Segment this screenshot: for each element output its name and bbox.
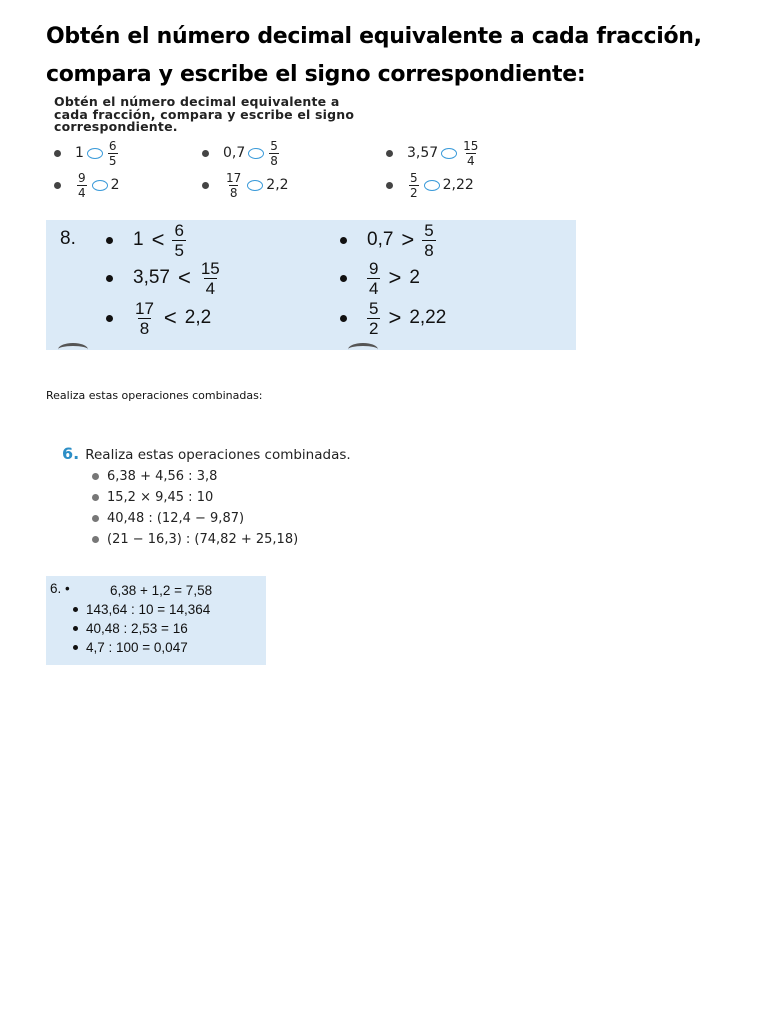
operation-item xyxy=(62,508,462,529)
numerator: 9 xyxy=(369,258,379,278)
numerator: 6 xyxy=(174,220,184,240)
comparison-item xyxy=(386,170,474,200)
statement-line: Obtén el número decimal equivalente a xyxy=(54,94,340,109)
bullet-icon xyxy=(386,150,393,157)
bullet-icon xyxy=(92,515,99,522)
comparison-item xyxy=(54,170,120,200)
fraction xyxy=(367,260,380,297)
bullet-icon xyxy=(73,607,78,612)
solution-line xyxy=(73,600,210,619)
bullet-icon xyxy=(54,150,61,157)
numerator: 5 xyxy=(270,138,278,153)
denominator: 5 xyxy=(108,153,117,168)
answer-circle xyxy=(247,180,263,191)
heading-line-2: compara y escribe el signo correspondiente: xyxy=(46,62,586,87)
bullet-icon xyxy=(202,182,209,189)
operation-text: 15,2 × 9,45 : 10 xyxy=(107,490,214,505)
comparison-sign: > xyxy=(388,265,402,290)
left-value: 0,7 xyxy=(223,145,246,161)
fraction xyxy=(462,140,479,167)
denominator: 8 xyxy=(424,240,434,260)
operation-item xyxy=(62,487,462,508)
left-value: 3,57 xyxy=(407,145,439,161)
numerator: 17 xyxy=(135,298,154,318)
comparison-sign: > xyxy=(388,305,402,330)
left-value: 1 xyxy=(133,229,144,250)
solution-text: 40,48 : 2,53 = 16 xyxy=(86,621,188,636)
exercise-8-text xyxy=(54,96,564,134)
right-value: 2,2 xyxy=(184,307,212,328)
bullet-icon xyxy=(92,473,99,480)
solution-item xyxy=(106,300,211,336)
comparison-sign: < xyxy=(177,265,191,290)
fraction xyxy=(108,140,118,167)
right-value: 2 xyxy=(110,177,120,193)
comparison-item xyxy=(202,138,281,168)
fraction xyxy=(77,172,87,199)
fraction xyxy=(409,172,419,199)
fraction xyxy=(199,260,222,297)
cropped-mark xyxy=(348,343,378,350)
bullet-icon xyxy=(54,182,61,189)
exercise-6-statement xyxy=(62,444,462,554)
operation-text: 6,38 + 4,56 : 3,8 xyxy=(107,469,218,484)
comparison-sign: < xyxy=(163,305,177,330)
numerator: 5 xyxy=(424,220,434,240)
bullet-icon xyxy=(386,182,393,189)
fraction xyxy=(133,300,156,337)
left-value: 3,57 xyxy=(133,267,170,288)
solution-text: 6,38 + 1,2 = 7,58 xyxy=(110,583,213,598)
numerator: 5 xyxy=(369,298,379,318)
fraction xyxy=(225,172,242,199)
denominator: 8 xyxy=(270,153,278,168)
answer-circle xyxy=(87,148,103,159)
solution-item xyxy=(106,222,186,258)
fraction xyxy=(422,222,435,259)
solution-number: 8. xyxy=(60,228,76,249)
comparison-item xyxy=(54,138,120,168)
numerator: 9 xyxy=(78,170,86,185)
solution-text: 4,7 : 100 = 0,047 xyxy=(86,640,188,655)
denominator: 4 xyxy=(369,278,379,298)
fraction xyxy=(269,140,279,167)
denominator: 2 xyxy=(410,185,418,200)
numerator: 17 xyxy=(226,170,242,185)
exercise-8-solution xyxy=(46,220,576,350)
page-heading xyxy=(46,18,746,94)
right-value: 2,22 xyxy=(442,177,474,193)
denominator: 8 xyxy=(229,185,238,200)
operation-item xyxy=(62,529,462,550)
solution-item xyxy=(340,260,420,296)
fraction xyxy=(367,300,380,337)
exercise-title-text: Realiza estas operaciones combinadas. xyxy=(85,447,351,463)
answer-circle xyxy=(424,180,440,191)
statement-line: cada fracción, compara y escribe el signo xyxy=(54,106,355,122)
denominator: 4 xyxy=(78,185,86,200)
denominator: 4 xyxy=(205,278,216,298)
exercise-number: 6. xyxy=(62,444,80,463)
denominator: 4 xyxy=(466,153,475,168)
bullet-icon xyxy=(202,150,209,157)
right-value: 2,2 xyxy=(266,177,289,193)
solution-number: 6. • xyxy=(50,581,70,596)
bullet-icon xyxy=(340,315,347,322)
numerator: 5 xyxy=(410,170,418,185)
operation-text: (21 − 16,3) : (74,82 + 25,18) xyxy=(107,532,299,547)
left-value: 0,7 xyxy=(367,229,394,250)
bullet-icon xyxy=(73,626,78,631)
numerator: 15 xyxy=(200,258,220,278)
operation-text: 40,48 : (12,4 − 9,87) xyxy=(107,511,245,526)
comparison-item xyxy=(386,138,481,168)
denominator: 5 xyxy=(174,240,184,260)
exercise-6-title xyxy=(62,444,462,466)
comparison-sign: < xyxy=(151,227,165,252)
bullet-icon xyxy=(340,237,347,244)
numerator: 15 xyxy=(463,138,479,153)
bullet-icon xyxy=(106,237,113,244)
exercise-8-row-2 xyxy=(54,170,564,200)
solution-line xyxy=(110,581,212,600)
exercise-6-solution xyxy=(46,576,266,665)
solution-item xyxy=(340,222,436,258)
bullet-icon xyxy=(106,315,113,322)
operation-item xyxy=(62,466,462,487)
bullet-icon xyxy=(106,275,113,282)
statement-line: correspondiente. xyxy=(54,119,178,134)
exercise-8-statement xyxy=(54,96,564,208)
numerator: 6 xyxy=(108,138,117,153)
bullet-icon xyxy=(340,275,347,282)
bullet-icon xyxy=(92,494,99,501)
exercise-8-row-1 xyxy=(54,138,564,168)
solution-text: 143,64 : 10 = 14,364 xyxy=(86,602,211,617)
fraction xyxy=(172,222,185,259)
solution-line xyxy=(73,619,188,638)
denominator: 2 xyxy=(369,318,379,338)
heading-line-1: Obtén el número decimal equivalente a cada fracción, xyxy=(46,24,702,49)
denominator: 8 xyxy=(139,318,150,338)
comparison-item xyxy=(202,170,289,200)
right-value: 2 xyxy=(409,267,420,288)
solution-line xyxy=(73,638,188,657)
solution-item xyxy=(340,300,446,336)
section-label: Realiza estas operaciones combinadas: xyxy=(46,389,263,402)
answer-circle xyxy=(248,148,264,159)
bullet-icon xyxy=(92,536,99,543)
answer-circle xyxy=(441,148,457,159)
bullet-icon xyxy=(73,645,78,650)
right-value: 2,22 xyxy=(409,307,447,328)
comparison-sign: > xyxy=(401,227,415,252)
cropped-mark xyxy=(58,343,88,350)
solution-item xyxy=(106,260,222,296)
answer-circle xyxy=(92,180,108,191)
left-value: 1 xyxy=(75,145,84,161)
